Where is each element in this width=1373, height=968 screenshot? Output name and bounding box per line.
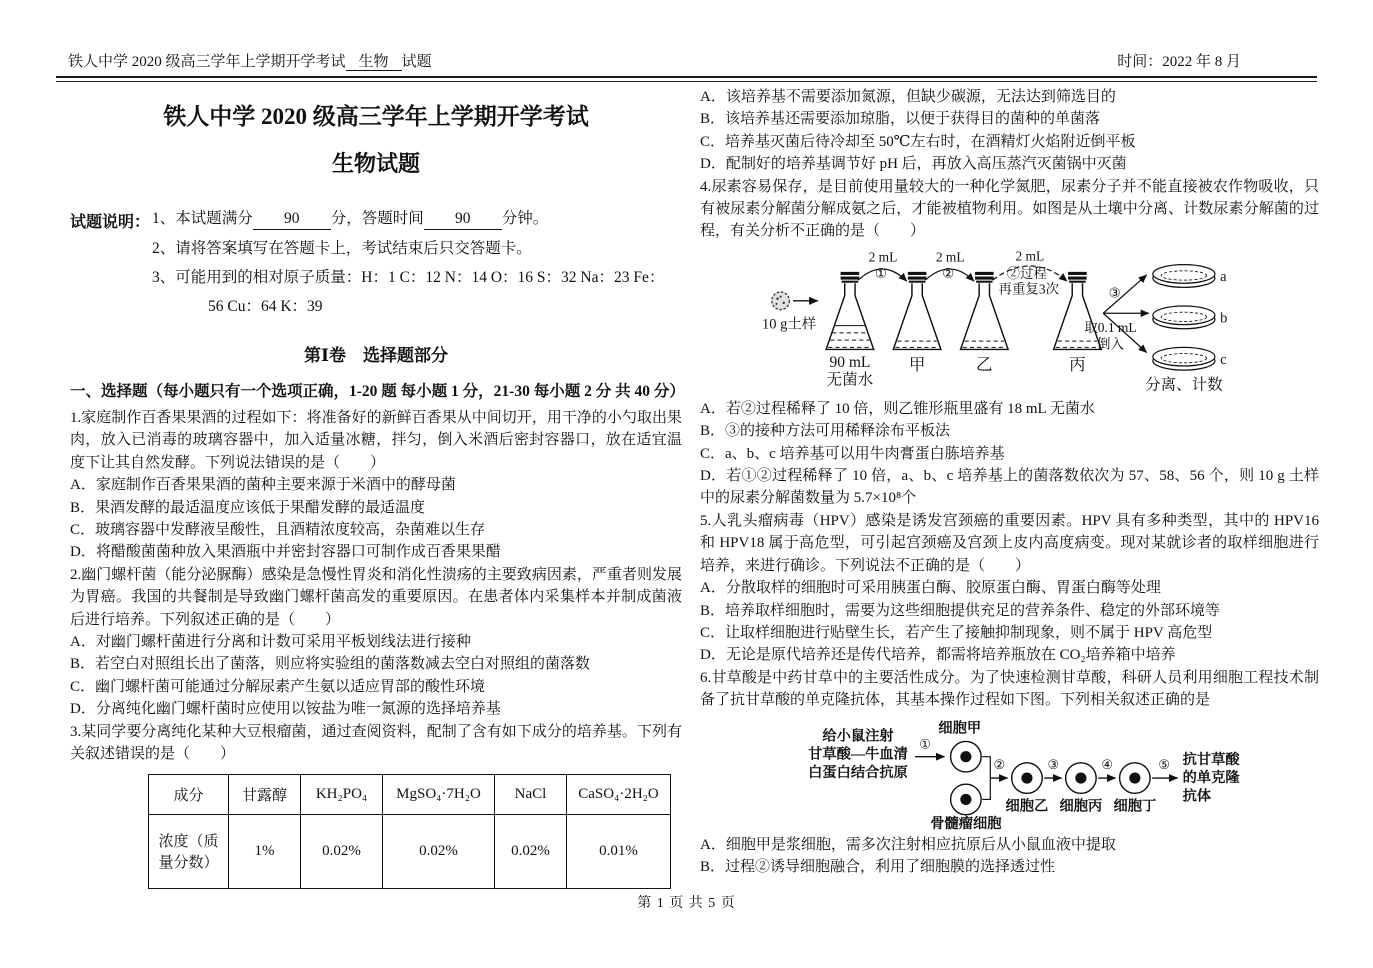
table-header-cell: KH₂PO₄ <box>301 774 383 814</box>
medium-composition-table <box>148 774 671 889</box>
result-label-line1: 抗甘草酸 <box>1182 751 1240 768</box>
question-2-text: 2.幽门螺杆菌（能分泌脲酶）感染是急慢性胃炎和消化性溃疡的主要致病因素，严重者则发展为胃癌。我国的共餐制是导致幽门螺杆菌高发的重要原因。在患者体内采集样本并制成菌液后进行培养。下列叙述正确的是（ ） <box>70 566 682 628</box>
question-2-option-d: D．分离纯化幽门螺杆菌时应使用以铵盐为唯一氮源的选择培养基 <box>70 701 501 718</box>
question-2-option-a: A．对幽门螺杆菌进行分离和计数可采用平板划线法进行接种 <box>70 634 471 651</box>
cell-yi-label: 细胞乙 <box>1005 798 1049 815</box>
header-subject-underlined: 生物 <box>346 54 402 71</box>
fusion-bracket <box>982 756 990 799</box>
question-2-option-b: B．若空白对照组长出了菌落，则应将实验组的菌落数减去空白对照组的菌落数 <box>70 656 591 673</box>
instruction-item-3-cont: 56 Cu：64 K：39 <box>208 298 323 315</box>
table-header-cell: NaCl <box>495 774 567 814</box>
result-label-line2: 的单克隆 <box>1182 769 1240 786</box>
separate-count-label: 分离、计数 <box>1145 376 1223 394</box>
question-4-option-d: D．若①②过程稀释了 10 倍，a、b、c 培养基上的菌落数依次为 57、58、56 个，则 10 g 土样中的尿素分解菌数量为 5.7×10⁸个 <box>700 468 1319 507</box>
process-2-number: ② <box>993 756 1006 772</box>
section-heading: 一、选择题（每小题只有一个选项正确，1-20 题 每小题 1 分，21-30 每小题 2 分 共 40 分） <box>70 383 685 400</box>
question-5-option-b: B．培养取样细胞时，需要为这些细胞提供充足的营养条件、稳定的外部环境等 <box>700 602 1221 619</box>
process-1-number: ① <box>919 736 932 752</box>
transfer-1-volume: 2 mL <box>868 249 898 265</box>
header-left-title: 铁人中学 2020 级高三学年上学期开学考试 <box>68 54 346 70</box>
exam-title-line1: 铁人中学 2020 级高三学年上学期开学考试 <box>163 104 589 129</box>
cell-jia <box>951 741 982 772</box>
table-row-label: 浓度（质量分数） <box>149 814 229 888</box>
flask-yi-label: 乙 <box>976 354 993 374</box>
dish-c-label: c <box>1220 351 1227 368</box>
pour-volume-label: 取0.1 mL <box>1084 319 1137 335</box>
question-4-option-b: B．③的接种方法可用稀释涂布平板法 <box>700 423 951 440</box>
instruction-1-prefix: 1、本试题满分 <box>152 210 253 227</box>
process-4-number: ④ <box>1101 756 1114 772</box>
question-1-option-d: D．将醋酸菌菌种放入果酒瓶中并密封容器口可制作成百香果果醋 <box>70 544 501 561</box>
instructions-label: 试题说明： <box>70 214 151 231</box>
transfer-2-volume: 2 mL <box>935 249 965 265</box>
table-header-cell: CaSO₄·2H₂O <box>567 774 671 814</box>
exam-instructions <box>70 208 682 325</box>
instructions-items <box>150 208 664 325</box>
cell-yi <box>1012 762 1043 793</box>
instruction-item-3: 3、可能用到的相对原子质量：H：1 C：12 N：14 O：16 S：32 Na：23 Fe： <box>152 269 665 286</box>
process-3-number: ③ <box>1047 756 1060 772</box>
question-3-text: 3.某同学要分离纯化某种大豆根瘤菌，通过查阅资料，配制了含有如下成分的培养基。下列有关叙述错误的是（ ） <box>70 723 682 763</box>
table-value-cell: 1% <box>229 814 301 888</box>
dish-a-label: a <box>1220 269 1227 286</box>
table-header-row <box>149 774 671 814</box>
instruction-item-2: 2、请将答案填写在答题卡上，考试结束后只交答题卡。 <box>152 240 532 257</box>
petri-dish-c <box>1153 347 1215 370</box>
flask-jia <box>893 272 941 350</box>
repeat-label-line2: 再重复3次 <box>998 281 1060 297</box>
soil-sample-icon <box>772 292 790 310</box>
table-value-cell: 0.02% <box>301 814 383 888</box>
question-6-option-a: A．细胞甲是浆细胞，需多次注射相应抗原后从小鼠血液中提取 <box>700 836 1116 853</box>
question-3-option-d: D．配制好的培养基调节好 pH 后，再放入高压蒸汽灭菌锅中灭菌 <box>700 156 1127 173</box>
flask-bing-label: 丙 <box>1069 354 1086 374</box>
question-2-option-c: C．幽门螺杆菌可能通过分解尿素产生氨以适应胃部的酸性环境 <box>70 678 486 695</box>
table-value-cell: 0.02% <box>383 814 495 888</box>
header-left <box>68 50 432 71</box>
left-column <box>70 86 685 889</box>
myeloma-cell <box>951 784 982 815</box>
petri-dish-b <box>1153 306 1215 329</box>
header-left-suffix: 试题 <box>401 54 432 70</box>
step-1-number: ① <box>874 265 887 281</box>
page-number: 第 1 页 共 5 页 <box>637 896 736 911</box>
table-header-cell: MgSO₄·7H₂O <box>383 774 495 814</box>
question-3-option-b: B．该培养基还需要添加琼脂，以便于获得目的菌种的单菌落 <box>700 111 1101 128</box>
process-5-number: ⑤ <box>1158 756 1171 772</box>
table-header-cell: 成分 <box>149 774 229 814</box>
petri-dish-a <box>1153 264 1215 287</box>
soil-label: 10 g土样 <box>762 316 817 333</box>
question-4-option-a: A．若②过程稀释了 10 倍，则乙锥形瓶里盛有 18 mL 无菌水 <box>700 400 1095 417</box>
instruction-1-suffix: 分钟。 <box>501 210 549 227</box>
myeloma-cell-label: 骨髓瘤细胞 <box>930 815 1002 832</box>
time-limit-blank: 90 <box>424 208 502 230</box>
inject-label-line3: 白蛋白结合抗原 <box>808 764 908 781</box>
question-5-option-d: D．无论是原代培养还是传代培养，都需将培养瓶放在 CO₂培养箱中培养 <box>700 647 1176 664</box>
result-label-line3: 抗体 <box>1182 787 1212 804</box>
flask-sterile-water <box>826 272 874 350</box>
header-date: 时间：2022 年 8 月 <box>1117 54 1241 70</box>
transfer-3-volume: 2 mL <box>1015 248 1045 264</box>
right-column <box>700 86 1319 889</box>
monoclonal-antibody-diagram <box>790 718 1270 832</box>
question-3-option-a: A．该培养基不需要添加氮源，但缺少碳源，无法达到筛选目的 <box>700 89 1116 105</box>
table-value-cell: 0.02% <box>495 814 567 888</box>
table-header-cell: 甘露醇 <box>229 774 301 814</box>
inject-label-line1: 给小鼠注射 <box>822 727 894 744</box>
instruction-1-mid: 分，答题时间 <box>330 210 424 227</box>
flask1-volume-label: 90 mL <box>829 353 871 371</box>
question-1-option-a: A．家庭制作百香果果酒的菌种主要来源于米酒中的酵母菌 <box>70 477 456 494</box>
dilution-series-diagram <box>762 249 1248 394</box>
question-1-option-b: B．果酒发酵的最适温度应该低于果醋发酵的最适温度 <box>70 499 426 516</box>
cell-ding-label: 细胞丁 <box>1113 798 1157 815</box>
question-1-option-c: C．玻璃容器中发酵液呈酸性，且酒精浓度较高，杂菌难以生存 <box>70 522 486 539</box>
question-3-option-c: C．培养基灭菌后待冷却至 50℃左右时，在酒精灯火焰附近倒平板 <box>700 133 1136 150</box>
question-6-option-b: B．过程②诱导细胞融合，利用了细胞膜的选择透过性 <box>700 858 1056 875</box>
total-score-blank: 90 <box>253 208 331 230</box>
step-3-number: ③ <box>1108 285 1121 301</box>
question-5-option-a: A．分散取样的细胞时可采用胰蛋白酶、胶原蛋白酶、胃蛋白酶等处理 <box>700 580 1161 597</box>
pour-label: 倒入 <box>1097 336 1124 352</box>
two-column-body <box>0 82 1373 889</box>
cell-bing <box>1066 762 1097 793</box>
repeat-label-line1: ②过程 <box>1006 265 1047 281</box>
dish-b-label: b <box>1220 310 1228 327</box>
cell-jia-label: 细胞甲 <box>938 719 982 736</box>
question-4-option-c: C．a、b、c 培养基可以用牛肉膏蛋白胨培养基 <box>700 445 1005 462</box>
step-2-number: ② <box>942 265 955 281</box>
flask1-water-label: 无菌水 <box>826 371 874 389</box>
question-5-option-c: C．让取样细胞进行贴壁生长，若产生了接触抑制现象，则不属于 HPV 高危型 <box>700 624 1213 641</box>
exam-title-line2: 生物试题 <box>331 151 420 176</box>
question-5-text: 5.人乳头瘤病毒（HPV）感染是诱发宫颈癌的重要因素。HPV 具有多种类型，其中的 HPV16 和 HPV18 属于高危型，可引起宫颈癌及宫颈上皮内高度病变。现对某就诊者的取样细胞进行培养，来进行确诊。下列说法不正确的是（ ） <box>700 512 1319 574</box>
part1-title: 第Ⅰ卷 选择题部分 <box>304 346 448 365</box>
question-6-text: 6.甘草酸是中药甘草中的主要活性成分。为了快速检测甘草酸，科研人员利用细胞工程技术制备了抗甘草酸的单克隆抗体，其基本操作过程如下图。下列相关叙述正确的是 <box>700 669 1319 709</box>
question-1-text: 1.家庭制作百香果果酒的过程如下：将准备好的新鲜百香果从中间切开，用干净的小勺取出果肉，放入已消毒的玻璃容器中，加入适量冰糖，拌匀，倒入米酒后密封容器口，放在适宜温度下让其自然发酵。下列说法错误的是（ ） <box>70 410 682 471</box>
instruction-item-1 <box>152 208 664 230</box>
cell-bing-label: 细胞丙 <box>1059 798 1103 815</box>
running-header <box>0 0 1373 76</box>
inject-label-line2: 甘草酸—牛血清 <box>808 746 908 763</box>
flask-jia-label: 甲 <box>908 354 926 374</box>
question-4-text: 4.尿素容易保存，是目前使用量较大的一种化学氮肥，尿素分子并不能直接被农作物吸收，只有被尿素分解菌分解成氨之后，才能被植物利用。如图是从土壤中分离、计数尿素分解菌的过程，有关分析不正确的是（ ） <box>700 178 1319 240</box>
table-value-cell: 0.01% <box>567 814 671 888</box>
table-value-row <box>149 814 671 888</box>
cell-ding <box>1120 762 1151 793</box>
flask-bing <box>1054 272 1102 350</box>
